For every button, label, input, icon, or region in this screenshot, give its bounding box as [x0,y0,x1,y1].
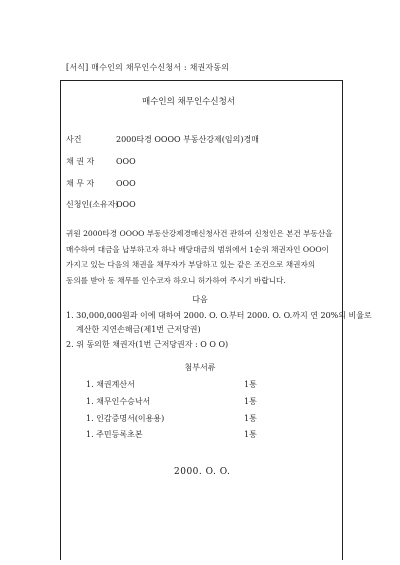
item-1-line-2: 계산한 지연손해금(제1번 근저당권) [76,325,201,334]
case-value: 2000타경 OOOO 부동산강제(임의)경매 [116,135,259,144]
creditor-value: OOO [116,157,136,166]
attachment-name: 1. 주민등록초본 [86,430,143,439]
case-label: 사건 [66,135,82,144]
debtor-value: OOO [116,179,136,188]
attachment-count: 1통 [244,430,257,439]
attachment-count: 1통 [244,414,257,423]
attachment-name: 1. 채무인수승낙서 [86,397,151,406]
item-2-line-1: 2. 위 동의한 채권자(1번 근저당권자 : O O O) [66,340,229,349]
attachments-heading: 첨부서류 [184,363,216,372]
document-frame [60,80,343,560]
document-date: 2000. O. O. [174,467,231,477]
applicant-label: 신청인(소유자) [66,200,119,209]
document-title: 매수인의 채무인수신청서 [142,97,236,107]
creditor-label: 채 권 자 [66,157,95,166]
item-1-line-1: 1. 30,000,000원과 이에 대하여 2000. O. O.부터 2000. O. O.까지 연 20%의 비율로 [66,311,372,320]
next-heading: 다음 [192,295,208,304]
attachment-count: 1통 [244,397,257,406]
attachment-name: 1. 채권계산서 [86,380,135,389]
attachment-count: 1통 [244,380,257,389]
attachment-name: 1. 인감증명서(이용용) [86,414,165,423]
debtor-label: 채 무 자 [66,179,95,188]
form-label: [서식] 매수인의 채무인수신청서 : 채권자동의 [66,63,230,72]
applicant-value: OOO [116,200,136,209]
request-body-text: 귀원 2000타경 OOOO 부동산강제경매신청사건 관하여 신청인은 본건 부동산을 매수하여 대금을 납부하고자 하나 배당대금의 범위에서 1순위 채권자인 OOO이 가지고 있는 다음의 채권을 채무자가 부담하고 있는 같은 조건으로 채권자의 동의를 받아 동 채무를 인수코자 하오니 허가하여 주시기 바랍니다. [66,229,333,285]
